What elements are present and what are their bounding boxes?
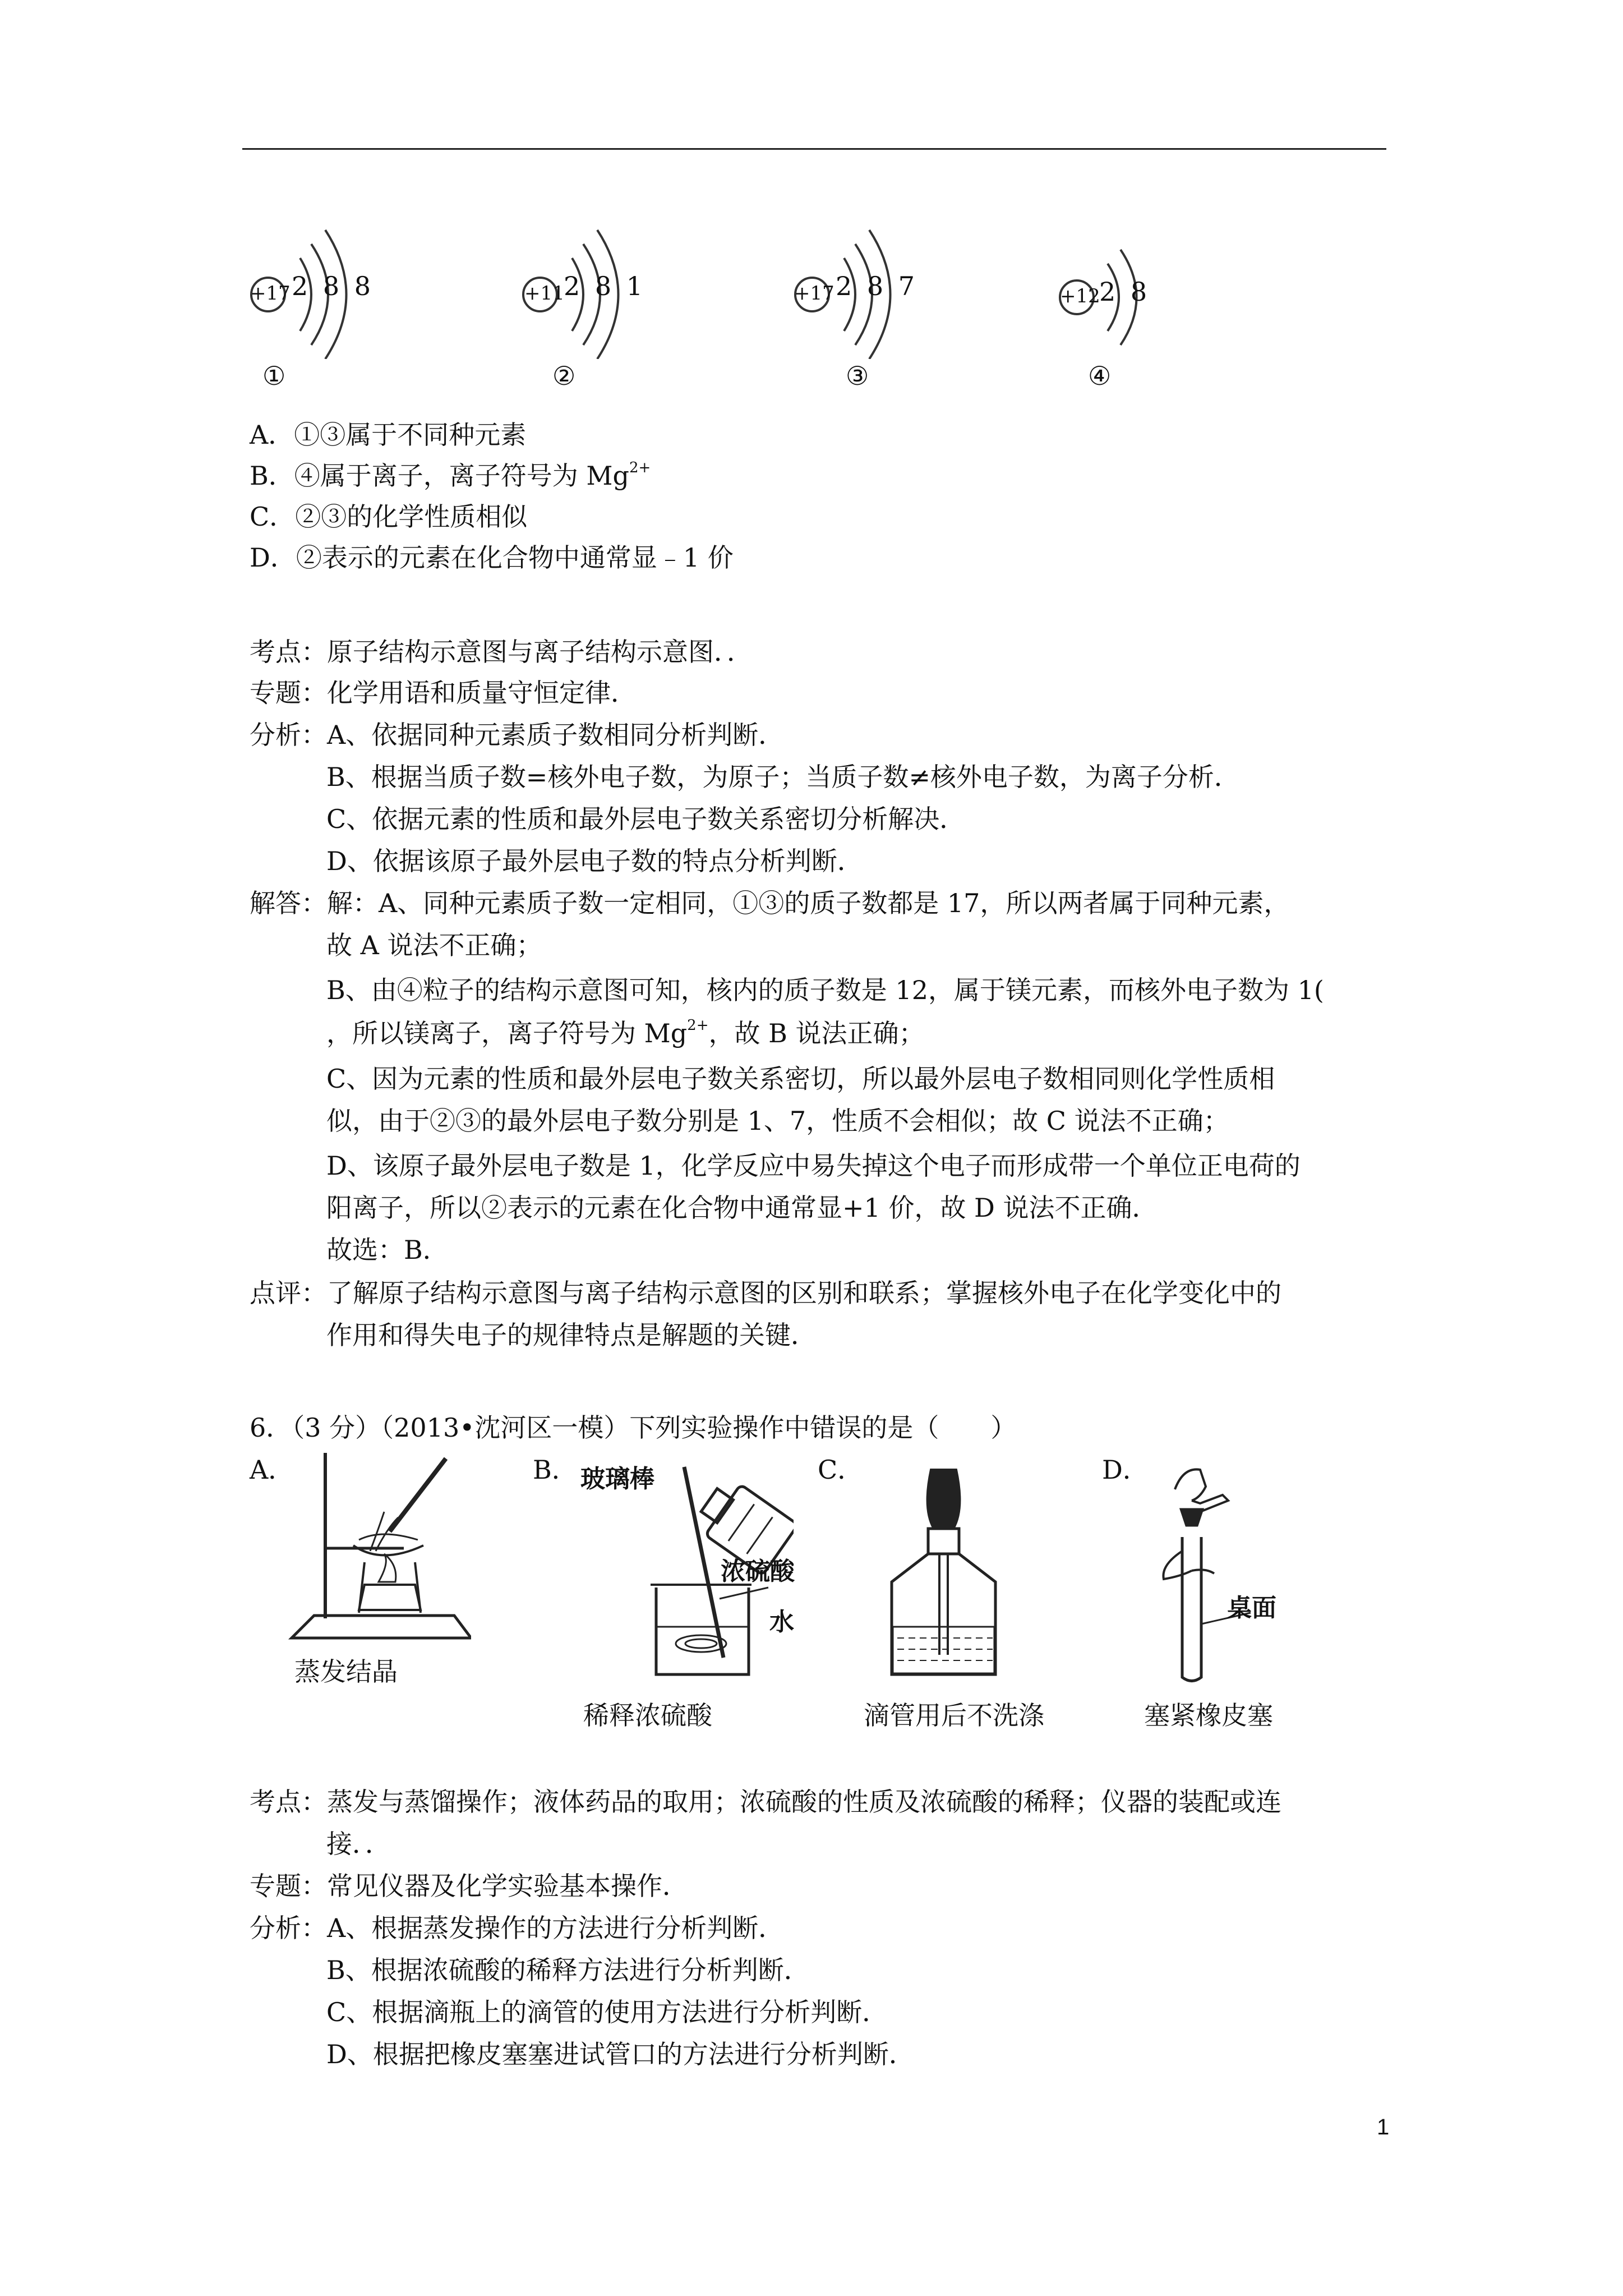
atom-4-shells: 2 8	[1099, 277, 1151, 307]
atom-4-nucleus: +12	[1060, 285, 1100, 307]
atom-2-label: ②	[552, 361, 576, 391]
atom-1-nucleus: +17	[250, 282, 291, 305]
q6-stem: 6．（3 分）（2013•沈河区一模）下列实验操作中错误的是（ ）	[250, 1412, 1017, 1443]
label-desk: 桌面	[1227, 1594, 1276, 1622]
q5-jieda-1: 解答：解：A、同种元素质子数一定相同，①③的质子数都是 17，所以两者属于同种元素，	[250, 888, 1290, 918]
q6-caption-c: 滴管用后不洗涤	[864, 1700, 1044, 1731]
header-rule	[242, 148, 1386, 150]
atom-1-shells: 2 8 8	[292, 271, 375, 301]
q5-kaodian: 考点：原子结构示意图与离子结构示意图．．	[250, 637, 753, 667]
q5-option-c: C．②③的化学性质相似	[250, 501, 528, 532]
atom-4-label: ④	[1088, 361, 1112, 391]
atom-3-label: ③	[846, 361, 869, 391]
q5-jieda-4-pre: ，所以镁离子，离子符号为 Mg	[326, 1018, 688, 1048]
q5-jieda-4-sup: 2+	[687, 1017, 709, 1034]
label-glass-rod: 玻璃棒	[580, 1465, 654, 1493]
atom-2-nucleus: +11	[524, 282, 565, 305]
stopper-test-tube-icon	[1138, 1456, 1284, 1686]
q6-fenxi-1: 分析：A、根据蒸发操作的方法进行分析判断．	[250, 1913, 785, 1943]
q5-fenxi-2: B、根据当质子数=核外电子数，为原子；当质子数≠核外电子数，为离子分析．	[326, 762, 1240, 792]
atom-3-nucleus: +17	[794, 282, 834, 305]
q6-letter-c: C．	[818, 1455, 864, 1485]
q5-jieda-5: C、因为元素的性质和最外层电子数关系密切，所以最外层电子数相同则化学性质相	[326, 1064, 1275, 1094]
q6-zhuanti: 专题：常见仪器及化学实验基本操作．	[250, 1871, 688, 1901]
q6-fenxi-2: B、根据浓硫酸的稀释方法进行分析判断．	[326, 1955, 810, 1985]
q5-option-a: A．①③属于不同种元素	[250, 420, 527, 450]
q5-fenxi-3: C、依据元素的性质和最外层电子数关系密切分析解决．	[326, 804, 966, 834]
q5-jieda-6: 似，由于②③的最外层电子数分别是 1、7，性质不会相似；故 C 说法不正确；	[326, 1106, 1229, 1136]
q6-caption-d: 塞紧橡皮塞	[1144, 1700, 1273, 1731]
q5-jieda-8: 阳离子，所以②表示的元素在化合物中通常显+1 价，故 D 说法不正确．	[326, 1193, 1158, 1223]
q6-letter-a: A．	[250, 1455, 294, 1485]
q6-caption-b: 稀释浓硫酸	[583, 1700, 712, 1731]
atom-3-shells: 2 8 7	[836, 271, 919, 301]
q6-kaodian-2: 接．．	[326, 1829, 391, 1859]
q5-option-b	[250, 459, 651, 493]
atom-diagram-1	[247, 213, 415, 391]
q6-caption-a: 蒸发结晶	[294, 1657, 398, 1687]
label-conc-acid: 浓硫酸	[721, 1557, 795, 1586]
q6-kaodian-1: 考点：蒸发与蒸馏操作；液体药品的取用；浓硫酸的性质及浓硫酸的稀释；仪器的装配或连	[250, 1787, 1281, 1817]
atom-diagram-2	[519, 213, 687, 391]
atom-diagram-4	[1054, 230, 1223, 391]
atom-1-label: ①	[262, 361, 286, 391]
dropper-bottle-icon	[875, 1458, 1015, 1683]
q5-option-b-sup: 2+	[629, 459, 651, 476]
evaporation-apparatus-icon	[280, 1450, 471, 1652]
q5-fenxi-4: D、依据该原子最外层电子数的特点分析判断．	[326, 846, 863, 876]
atom-diagram-3	[791, 213, 959, 391]
q5-jieda-4	[326, 1016, 925, 1050]
q6-fenxi-4: D、根据把橡皮塞塞进试管口的方法进行分析判断．	[326, 2039, 915, 2069]
q6-fenxi-3: C、根据滴瓶上的滴管的使用方法进行分析判断．	[326, 1997, 888, 2027]
q5-option-d: D．②表示的元素在化合物中通常显﹣1 价	[250, 542, 734, 573]
q5-jieda-7: D、该原子最外层电子数是 1，化学反应中易失掉这个电子而形成带一个单位正电荷的	[326, 1151, 1301, 1181]
q5-jieda-3: B、由④粒子的结构示意图可知，核内的质子数是 12，属于镁元素，而核外电子数为 1(	[326, 975, 1324, 1005]
atom-2-shells: 2 8 1	[564, 271, 647, 301]
q5-dianping-2: 作用和得失电子的规律特点是解题的关键．	[326, 1320, 817, 1350]
label-water: 水	[769, 1608, 794, 1636]
q5-dianping-1: 点评：了解原子结构示意图与离子结构示意图的区别和联系；掌握核外电子在化学变化中的	[250, 1278, 1281, 1308]
q5-fenxi-1: 分析：A、依据同种元素质子数相同分析判断．	[250, 720, 785, 750]
q5-zhuanti: 专题：化学用语和质量守恒定律．	[250, 678, 637, 708]
q5-jieda-9: 故选：B．	[326, 1235, 449, 1265]
q6-letter-d: D．	[1102, 1455, 1149, 1485]
q5-jieda-4-post: ，故 B 说法正确；	[708, 1018, 925, 1048]
q5-option-b-text: B．④属于离子，离子符号为 Mg	[250, 461, 629, 491]
q5-jieda-2: 故 A 说法不正确；	[326, 930, 542, 960]
q6-letter-b: B．	[533, 1455, 578, 1485]
page-number: 1	[1377, 2115, 1390, 2139]
